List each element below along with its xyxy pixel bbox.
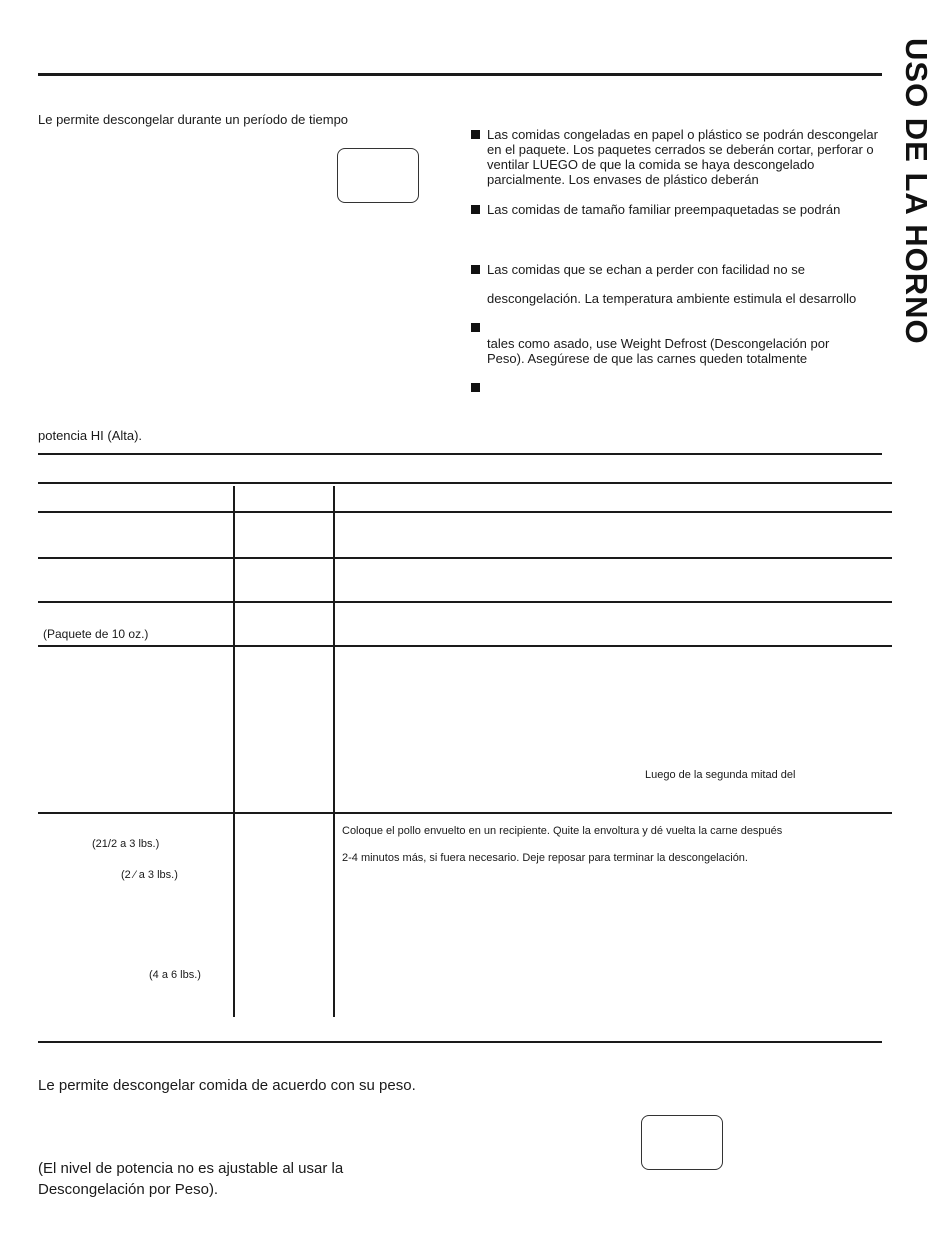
table-row-rule bbox=[38, 557, 892, 559]
timed-defrost-closing: potencia HI (Alta). bbox=[38, 428, 143, 443]
table-cell-comments: Luego de la segunda mitad del bbox=[645, 769, 796, 781]
tip-text-3-continuation: descongelación. La temperatura ambiente estimula el desarrollo bbox=[487, 291, 857, 306]
table-cell-comments: 2-4 minutos más, si fuera necesario. Deje reposar para terminar la descongelación. bbox=[342, 852, 748, 864]
time-defrost-pad bbox=[337, 148, 419, 203]
table-header-bottom-rule bbox=[38, 511, 892, 513]
tip-text-4-continuation: tales como asado, use Weight Defrost (Descongelación por Peso). Asegúrese de que las carnes queden totalmente bbox=[487, 336, 830, 366]
table-cell-food: (4 a 6 lbs.) bbox=[149, 969, 201, 981]
table-row-rule bbox=[38, 812, 892, 814]
weight-defrost-note-line1: (El nivel de potencia no es ajustable al usar la bbox=[38, 1160, 344, 1177]
tip-text-2: Las comidas de tamaño familiar preempaquetadas se podrán bbox=[487, 202, 841, 217]
tip-text-1: Las comidas congeladas en papel o plástico se podrán descongelar en el paquete. Los paquetes cerrados se deberán cortar, perforar o ventilar LUEGO de que la comida se haya descongelado parcialmente. Los envases de plástico deberán bbox=[487, 127, 878, 187]
tip-bullet-3 bbox=[471, 265, 480, 274]
weight-defrost-rule bbox=[38, 1041, 882, 1043]
tip-bullet-2 bbox=[471, 205, 480, 214]
table-row-rule bbox=[38, 645, 892, 647]
weight-defrost-pad bbox=[641, 1115, 723, 1170]
table-row-rule bbox=[38, 601, 892, 603]
table-column-divider bbox=[333, 486, 335, 1017]
table-cell-food: (Paquete de 10 oz.) bbox=[43, 627, 149, 641]
tip-bullet-5 bbox=[471, 383, 480, 392]
tip-bullet-4 bbox=[471, 323, 480, 332]
table-cell-food: (21/2 a 3 lbs.) bbox=[92, 838, 160, 850]
table-column-divider bbox=[233, 486, 235, 1017]
timed-defrost-intro: Le permite descongelar durante un período de tiempo bbox=[38, 112, 349, 127]
table-header-top-rule bbox=[38, 482, 892, 484]
tip-bullet-1 bbox=[471, 130, 480, 139]
weight-defrost-note-line2: Descongelación por Peso). bbox=[38, 1181, 219, 1198]
table-cell-food: (2 ⁄ a 3 lbs.) bbox=[121, 869, 178, 881]
weight-defrost-intro: Le permite descongelar comida de acuerdo con su peso. bbox=[38, 1077, 416, 1094]
table-section-rule bbox=[38, 453, 882, 455]
section-side-title: USO DE LA HORNO bbox=[899, 38, 934, 345]
top-rule bbox=[38, 73, 882, 76]
tip-text-3: Las comidas que se echan a perder con facilidad no se bbox=[487, 262, 805, 277]
table-cell-comments: Coloque el pollo envuelto en un recipiente. Quite la envoltura y dé vuelta la carne después bbox=[342, 825, 783, 837]
